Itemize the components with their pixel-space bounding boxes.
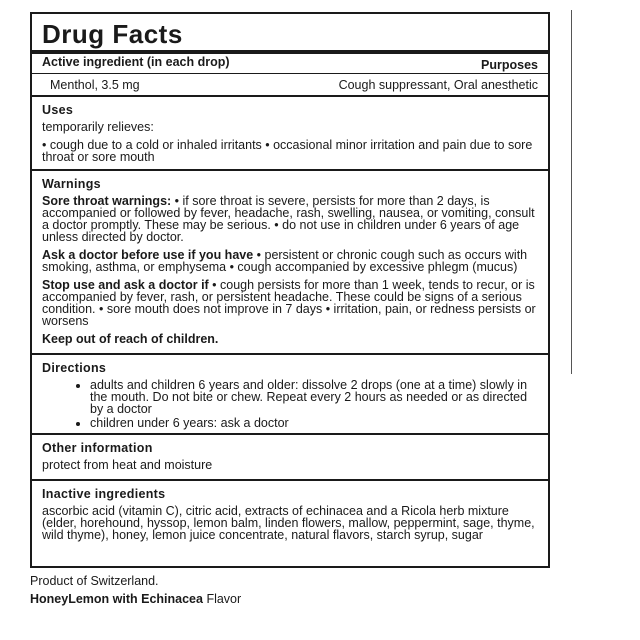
list-item: • children under 6 years: ask a doctor <box>90 417 540 429</box>
directions-title: Directions <box>42 361 107 375</box>
active-ingredient-row <box>42 74 540 95</box>
other-info-text: protect from heat and moisture <box>42 458 213 472</box>
uses-intro: temporarily relieves: <box>42 120 154 134</box>
flavor-line <box>30 592 241 606</box>
inactive-title: Inactive ingredients <box>42 487 166 501</box>
directions-list <box>42 379 540 429</box>
sore-throat-warning <box>42 195 540 243</box>
sore-throat-label: Sore throat warnings: <box>42 194 172 208</box>
flavor-suffix: Flavor <box>202 592 242 606</box>
keep-out-of-reach: Keep out of reach of children. <box>42 332 219 346</box>
active-ingredient-header-row <box>42 54 540 71</box>
other-info-title: Other information <box>42 441 153 455</box>
outer-border-line <box>571 10 572 374</box>
panel-title: Drug Facts <box>42 19 183 49</box>
sore-throat-text: • if sore throat is severe, persists for more than 2 days, is accompanied or followed by fever, headache, rash, swelling, nausea, or vomiting, consult a doctor promptly. These may be serious. • do not use in children under 6 years of age unless directed by doctor. <box>42 194 535 244</box>
ask-doctor-text: • persistent or chronic cough such as occurs with smoking, asthma, or emphysema • cough accompanied by excessive phlegm (mucus) <box>42 248 528 274</box>
product-origin: Product of Switzerland. <box>30 574 159 588</box>
purpose-text: Cough suppressant, Oral anesthetic <box>338 78 538 92</box>
list-item: • adults and children 6 years and older: dissolve 2 drops (one at a time) slowly in the mouth. Do not bite or chew. Repeat every 2 hours as needed or as directed by a doctor <box>90 379 540 415</box>
stop-use-warning <box>42 279 540 327</box>
ask-doctor-label: Ask a doctor before use if you have <box>42 248 254 262</box>
ask-doctor-warning <box>42 249 540 273</box>
purposes-header: Purposes <box>481 58 538 72</box>
drug-facts-panel <box>30 12 550 568</box>
flavor-name: HoneyLemon with Echinacea <box>30 592 203 606</box>
active-ingredient-header: Active ingredient (in each drop) <box>42 55 230 69</box>
stop-use-text: • cough persists for more than 1 week, tends to recur, or is accompanied by fever, rash, or persistent headache. These could be signs of a serious condition. • sore mouth does not improve in 7 days • irritation, pain, or redness persists or worsens <box>42 278 536 328</box>
warnings-title: Warnings <box>42 177 101 191</box>
active-ingredient: Menthol, 3.5 mg <box>50 78 140 92</box>
uses-title: Uses <box>42 103 74 117</box>
inactive-text: ascorbic acid (vitamin C), citric acid, extracts of echinacea and a Ricola herb mixture (elder, horehound, hyssop, lemon balm, linden flowers, mallow, peppermint, sage, thyme, wild thyme), honey, lemon juice concentrate, natural flavors, starch syrup, sugar <box>42 504 535 542</box>
stop-use-label: Stop use and ask a doctor if <box>42 278 209 292</box>
uses-text: • cough due to a cold or inhaled irritants • occasional minor irritation and pain due to sore throat or sore mouth <box>42 138 533 164</box>
